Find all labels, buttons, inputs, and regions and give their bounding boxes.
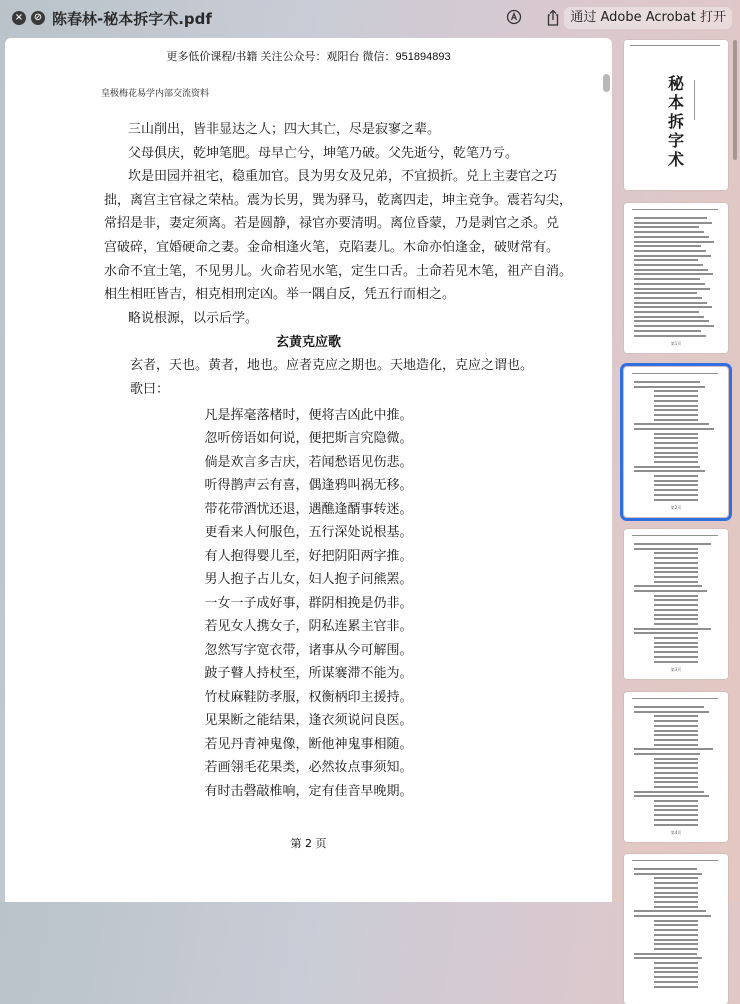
thumbnail-text-line xyxy=(654,581,698,583)
thumbnail-page-number: 第1页 xyxy=(670,341,682,346)
thumbnail-text-line xyxy=(634,231,704,233)
thumbnail-page-number: 第2页 xyxy=(670,505,682,510)
thumbnail-text-line xyxy=(654,409,698,411)
thumbnail-text-line xyxy=(654,767,698,769)
poem-line: 竹杖麻鞋防孝服，权衡柄印主援持。 xyxy=(204,689,413,705)
thumbnail-text-line xyxy=(634,423,709,425)
thumbnail-text-line xyxy=(634,325,714,327)
thumbnail-text-line xyxy=(634,302,707,304)
document-page xyxy=(5,38,612,902)
thumbnail-text-line xyxy=(634,915,711,917)
thumbnail-text-line xyxy=(654,442,698,444)
thumbnail-text-line xyxy=(654,715,698,717)
thumbnail-text-line xyxy=(634,283,705,285)
thumbnail-text-line xyxy=(654,405,698,407)
thumbnail-text-line xyxy=(654,744,698,746)
thumbnail-text-line xyxy=(654,962,698,964)
thumbnail-text-line xyxy=(654,887,698,889)
poem-line: 若画翎毛花果类，必然妆点事须知。 xyxy=(204,760,413,776)
text-line: 坎是田园并祖宅，稳重加官。艮为男女及兄弟，不宜损折。兑上主妻官之巧 xyxy=(128,169,558,185)
thumbnail-text-line xyxy=(654,400,698,402)
thumbnail-text-line xyxy=(654,552,698,554)
page-thumbnail[interactable] xyxy=(624,854,728,1004)
poem-line: 见果断之能结果，逢衣须说问良医。 xyxy=(204,713,413,729)
thumbnail-text-line xyxy=(654,646,698,648)
thumbnail-text-line xyxy=(654,920,698,922)
thumbnail-text-line xyxy=(654,882,698,884)
thumbnail-text-line xyxy=(654,739,698,741)
thumbnail-page-number: 第4页 xyxy=(670,830,682,835)
poem-line: 有时击磬敲椎响，定有佳音早晚期。 xyxy=(204,783,413,799)
thumbnail-text-line xyxy=(634,753,700,755)
thumbnail-text-line xyxy=(654,943,698,945)
thumbnail-text-line xyxy=(654,456,698,458)
thumbnail-text-line xyxy=(654,618,698,620)
thumbnail-text-line xyxy=(654,623,698,625)
thumbnail-text-line xyxy=(654,395,698,397)
thumbnail-text-line xyxy=(634,590,707,592)
thumbnail-text-line xyxy=(634,269,708,271)
thumbnail-text-line xyxy=(654,976,698,978)
text-line: 父母俱庆，乾坤笔肥。母早亡兮，坤笔乃破。父先逝兮，乾笔乃亏。 xyxy=(128,145,519,161)
page-number: 第 2 页 xyxy=(290,837,327,850)
thumbnail-text-line xyxy=(654,642,698,644)
thumbnail-text-line xyxy=(630,45,720,46)
thumbnail-text-line xyxy=(654,595,698,597)
thumbnail-text-line xyxy=(634,748,713,750)
thumbnail-text-line xyxy=(654,637,698,639)
thumbnail-text-line xyxy=(654,805,698,807)
thumbnail-text-line xyxy=(654,651,698,653)
thumbnail-text-line xyxy=(634,466,700,468)
thumbnail-text-line xyxy=(654,896,698,898)
thumbnail-text-line xyxy=(634,250,706,252)
cover-side-line xyxy=(694,80,699,120)
thumbnail-text-line xyxy=(634,288,710,290)
thumbnail-text-line xyxy=(634,292,697,294)
thumbnail-text-line xyxy=(634,910,706,912)
close-icon[interactable]: × xyxy=(12,11,26,25)
thumbnail-text-line xyxy=(654,461,698,463)
poem-line: 倘是欢言多吉庆，若闻愁语见伤悲。 xyxy=(204,454,413,470)
page-thumbnail[interactable] xyxy=(624,367,728,517)
thumbnail-text-line xyxy=(634,386,705,388)
poem-line: 若见女人携女子，阴私连累主官非。 xyxy=(204,619,413,635)
thumbnail-text-line xyxy=(634,226,699,228)
block-icon[interactable]: ⊘ xyxy=(31,11,45,25)
thumbnail-text-line xyxy=(654,758,698,760)
thumbnail-text-line xyxy=(634,297,702,299)
thumbnail-text-line xyxy=(634,706,704,708)
thumbnail-text-line xyxy=(654,656,698,658)
poem-line: 听得鹊声云有喜，偶逢鸦叫祸无移。 xyxy=(204,478,413,494)
poem-line: 一女一子成好事，群阴相挽是仍非。 xyxy=(204,595,413,611)
thumbnail-text-line xyxy=(634,311,699,313)
page-thumbnail[interactable] xyxy=(624,203,728,353)
text-line: 拙，离宫主官禄之荣枯。震为长男，巽为驿马，乾离四走，坤主竞争。震若勾尖， xyxy=(104,192,573,208)
thumbnail-text-line xyxy=(654,777,698,779)
thumbnail-text-line xyxy=(654,390,698,392)
thumbnail-text-line xyxy=(634,278,700,280)
text-line: 宫破碎，宜婚硬命之妻。金命相逢火笔，克陷妻儿。木命亦怕逢金，破财常有。 xyxy=(104,240,560,255)
song-label: 歌曰： xyxy=(130,381,170,397)
thumbnail-text-line xyxy=(654,971,698,973)
thumbnail-text-line xyxy=(654,489,698,491)
thumbnail-text-line xyxy=(634,711,709,713)
thumbnail-text-line xyxy=(634,222,712,224)
thumbnail-text-line xyxy=(654,661,698,663)
thumbnail-text-line xyxy=(654,877,698,879)
thumbnail-text-line xyxy=(654,447,698,449)
thumbnail-text-line xyxy=(654,599,698,601)
thumbnail-text-line xyxy=(634,335,706,337)
thumbnail-text-line xyxy=(654,480,698,482)
thumbnail-text-line xyxy=(654,986,698,988)
thumbnail-text-line xyxy=(634,632,698,634)
thumbnail-text-line xyxy=(654,576,698,578)
thumbnail-text-line xyxy=(634,868,697,870)
thumbnail-text-line xyxy=(654,720,698,722)
thumbnail-text-line xyxy=(634,628,711,630)
thumbnail-text-line xyxy=(654,814,698,816)
thumbnail-text-line xyxy=(654,452,698,454)
section-intro: 玄者，天也。黄者，地也。应者克应之期也。天地造化，克应之谓也。 xyxy=(130,358,534,373)
poem-line: 跛子瞽人持杖至，所谋褰滞不能为。 xyxy=(204,666,413,682)
thumbnail-text-line xyxy=(634,316,704,318)
thumbnail-text-line xyxy=(634,957,702,959)
section-title: 玄黄克应歌 xyxy=(275,335,341,351)
thumbnail-text-line xyxy=(634,241,714,243)
thumbnail-text-line xyxy=(654,484,698,486)
thumbnail-sidebar xyxy=(614,36,740,902)
thumbnail-text-line xyxy=(654,494,698,496)
open-in-acrobat-button[interactable]: 通过 Adobe Acrobat 打开 xyxy=(564,7,732,29)
thumbnail-text-line xyxy=(634,543,711,545)
thumbnail-text-line xyxy=(654,906,698,908)
page-header: 更多低价课程/书籍 关注公众号：观阳台 微信：951894893 xyxy=(166,51,451,63)
thumbnail-text-line xyxy=(654,934,698,936)
page-thumbnail[interactable] xyxy=(624,529,728,679)
thumbnail-text-line xyxy=(654,948,698,950)
thumbnail-text-line xyxy=(634,470,705,472)
thumbnail-text-line xyxy=(634,795,709,797)
thumbnail-text-line xyxy=(634,217,707,219)
thumbnail-text-line xyxy=(654,967,698,969)
thumbnail-text-line xyxy=(632,535,718,536)
thumbnail-page-number: 第3页 xyxy=(670,667,682,672)
thumbnail-text-line xyxy=(632,209,718,210)
share-icon[interactable] xyxy=(544,9,562,27)
window-title: 陈春林-秘本拆字术.pdf xyxy=(52,10,212,28)
thumbnail-text-line xyxy=(634,259,698,261)
thumbnail-text-line xyxy=(654,824,698,826)
thumbnail-text-line xyxy=(654,730,698,732)
text-line: 三山削出，皆非显达之人；四大其亡，尽是寂寥之辈。 xyxy=(128,122,441,137)
poem-line: 若见丹青神鬼像，断他神鬼事相随。 xyxy=(204,736,413,752)
thumbnail-text-line xyxy=(632,698,718,699)
thumbnail-text-line xyxy=(654,781,698,783)
window-title-bar xyxy=(0,0,740,36)
poem-line: 忽听傍语如何说，便把斯言究隐微。 xyxy=(204,431,413,447)
page-thumbnail[interactable] xyxy=(624,692,728,842)
thumbnail-text-line xyxy=(654,734,698,736)
text-line: 水命不宜土笔，不见男儿。火命若见水笔，定生口舌。土命若见木笔，祖产自消。 xyxy=(104,263,573,279)
thumbnail-text-line xyxy=(654,786,698,788)
thumbnail-text-line xyxy=(632,373,718,374)
thumbnail-text-line xyxy=(654,567,698,569)
thumbnail-text-line xyxy=(654,725,698,727)
thumbnail-text-line xyxy=(654,557,698,559)
thumbnail-text-line xyxy=(634,306,712,308)
thumbnail-text-line xyxy=(634,548,698,550)
text-line: 略说根源，以示后学。 xyxy=(128,310,259,326)
thumbnail-text-line xyxy=(654,499,698,501)
thumbnail-text-line xyxy=(632,860,718,861)
thumbnail-text-line xyxy=(654,419,698,421)
text-line: 常招是非，妻定须离。若是圆静，禄官亦要清明。离位昏蒙，乃是剥官之杀。兑 xyxy=(104,216,560,232)
thumbnail-text-line xyxy=(654,609,698,611)
thumbnail-text-line xyxy=(634,585,702,587)
thumbnail-text-line xyxy=(654,772,698,774)
thumbnail-text-line xyxy=(634,245,701,247)
thumbnail-text-line xyxy=(634,873,702,875)
vertical-scrollbar[interactable] xyxy=(603,74,610,92)
thumbnail-text-line xyxy=(634,273,713,275)
poem-line: 忽然写字宽衣带，诸事从今可解围。 xyxy=(204,642,413,658)
thumbnail-text-line xyxy=(654,614,698,616)
thumbnail-text-line xyxy=(654,924,698,926)
thumbnail-text-line xyxy=(634,953,697,955)
thumbnail-text-line xyxy=(654,800,698,802)
thumbnail-text-line xyxy=(654,437,698,439)
poem-line: 凡是挥毫落楮时，便将吉凶此中推。 xyxy=(204,407,413,423)
thumbnail-text-line xyxy=(634,264,703,266)
thumbnail-text-line xyxy=(654,981,698,983)
thumbnail-text-line xyxy=(654,433,698,435)
page-subheader: 皇极梅花易学内部交流资料 xyxy=(101,89,210,99)
thumbnail-text-line xyxy=(634,330,701,332)
text-line: 相生相旺皆吉，相克相刑定凶。举一隅自反，凭五行而相之。 xyxy=(104,287,456,303)
thumbnail-text-line xyxy=(654,562,698,564)
thumbnail-text-line xyxy=(654,819,698,821)
thumbnail-text-line xyxy=(654,604,698,606)
thumbnail-text-line xyxy=(654,939,698,941)
thumbnail-text-line xyxy=(634,428,714,430)
poem-line: 男人抱子占儿女，妇人抱子问熊罴。 xyxy=(204,572,413,588)
thumbnail-text-line xyxy=(634,320,709,322)
thumbnail-text-line xyxy=(654,929,698,931)
thumbnail-text-line xyxy=(634,255,711,257)
poem-line: 带花带酒忧还退，遇醮逢醑事转迷。 xyxy=(204,501,413,517)
thumbnail-text-line xyxy=(654,892,698,894)
thumbnail-text-line xyxy=(634,236,709,238)
thumbnail-text-line xyxy=(634,381,700,383)
thumbnail-text-line xyxy=(654,571,698,573)
page-thumbnail[interactable] xyxy=(624,40,728,190)
poem-line: 更看来人何服色，五行深处说根基。 xyxy=(204,525,413,541)
thumbnail-text-line xyxy=(634,791,704,793)
poem-line: 有人抱得婴儿至，好把阴阳两字推。 xyxy=(204,548,413,564)
sidebar-scrollbar[interactable] xyxy=(733,40,737,160)
markup-icon[interactable] xyxy=(505,9,523,27)
thumbnail-text-line xyxy=(654,809,698,811)
cover-title: 秘本拆字术 xyxy=(668,74,685,169)
thumbnail-text-line xyxy=(654,414,698,416)
thumbnail-text-line xyxy=(654,475,698,477)
thumbnail-text-line xyxy=(654,762,698,764)
